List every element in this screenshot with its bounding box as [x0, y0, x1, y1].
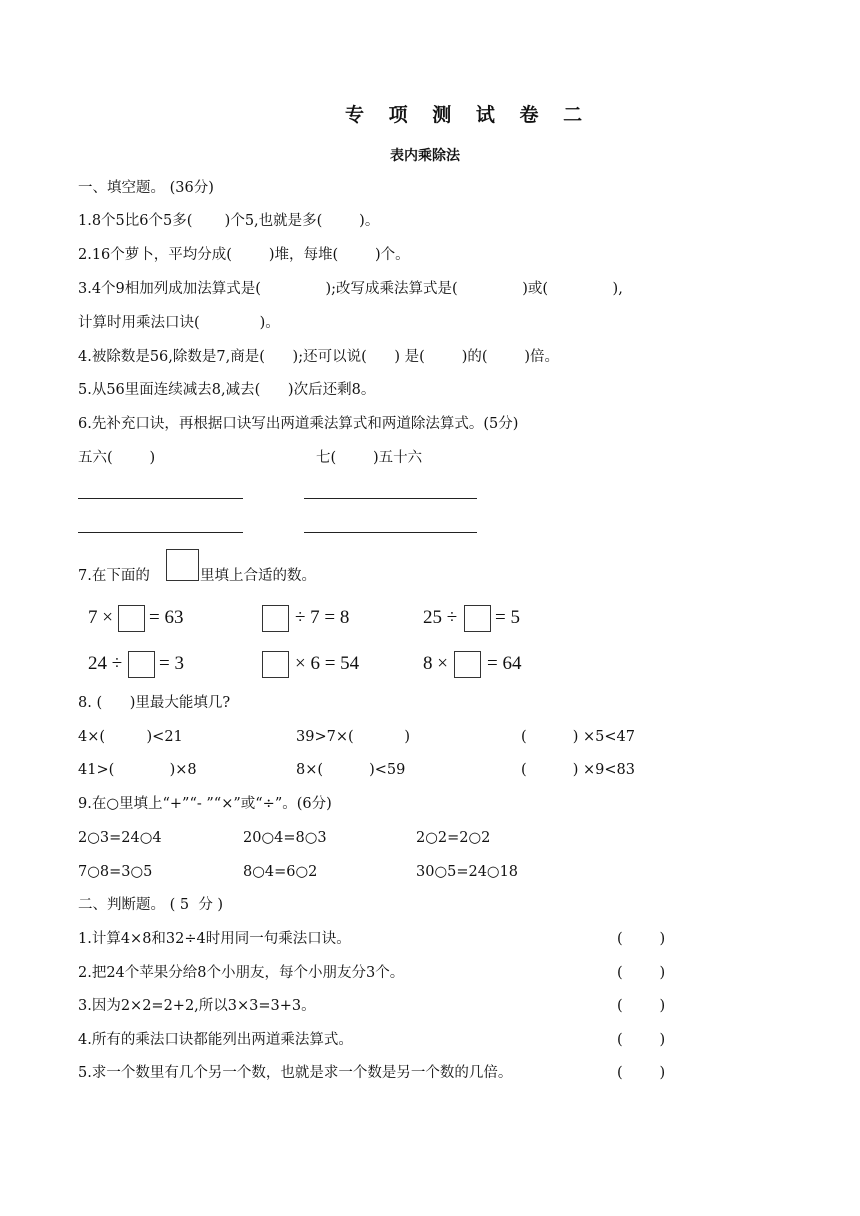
question-9-item: 2○3=24○4	[78, 830, 162, 846]
answer-line[interactable]	[78, 498, 243, 499]
section2-heading: 二、判断题。 ( 5 分 )	[78, 897, 224, 913]
equation-6-before: 8 ×	[423, 653, 448, 674]
answer-box[interactable]	[464, 605, 491, 632]
question-6-left-rhyme: 五六( )	[78, 450, 156, 466]
answer-box[interactable]	[454, 651, 481, 678]
question-3-line2: 计算时用乘法口诀( )。	[78, 315, 280, 331]
judgement-answer-bracket[interactable]: ( )	[617, 1032, 666, 1048]
answer-box[interactable]	[262, 605, 289, 632]
question-8-item: ( ) ×5<47	[521, 729, 635, 745]
answer-line[interactable]	[78, 532, 243, 533]
question-8-item: 4×( )<21	[78, 729, 183, 745]
question-8-item: 41>( )×8	[78, 762, 197, 778]
equation-5-after: × 6 = 54	[295, 653, 360, 674]
judgement-answer-bracket[interactable]: ( )	[617, 965, 666, 981]
question-6-right-rhyme: 七( )五十六	[316, 450, 423, 466]
equation-4-after: = 3	[159, 653, 184, 674]
question-3-line1: 3.4个9相加列成加法算式是( );改写成乘法算式是( )或( ),	[78, 281, 623, 297]
question-7-text-before: 7.在下面的	[78, 568, 150, 584]
question-6: 6.先补充口诀，再根据口诀写出两道乘法算式和两道除法算式。(5分)	[78, 416, 519, 432]
question-8-item: 8×( )<59	[296, 762, 406, 778]
question-9-item: 8○4=6○2	[243, 864, 318, 880]
question-1: 1.8个5比6个5多( )个5,也就是多( )。	[78, 213, 380, 229]
equation-3-before: 25 ÷	[423, 607, 458, 628]
equation-6-after: = 64	[487, 653, 522, 674]
judgement-item-5: 5.求一个数里有几个另一个数，也就是求一个数是另一个数的几倍。	[78, 1065, 513, 1081]
equation-3-after: = 5	[495, 607, 520, 628]
judgement-item-2: 2.把24个苹果分给8个小朋友，每个小朋友分3个。	[78, 965, 405, 981]
judgement-answer-bracket[interactable]: ( )	[617, 998, 666, 1014]
question-9-item: 20○4=8○3	[243, 830, 327, 846]
answer-box[interactable]	[128, 651, 155, 678]
judgement-answer-bracket[interactable]: ( )	[617, 931, 666, 947]
answer-line[interactable]	[304, 532, 477, 533]
answer-box[interactable]	[262, 651, 289, 678]
question-8: 8. ( )里最大能填几?	[78, 695, 231, 711]
judgement-answer-bracket[interactable]: ( )	[617, 1065, 666, 1081]
judgement-item-3: 3.因为2×2=2+2,所以3×3=3+3。	[78, 998, 316, 1014]
page-subtitle: 表内乘除法	[390, 148, 460, 164]
question-7-text-after: 里填上合适的数。	[200, 568, 316, 584]
question-9-item: 30○5=24○18	[416, 864, 519, 880]
equation-1-after: = 63	[149, 607, 184, 628]
judgement-item-1: 1.计算4×8和32÷4时用同一句乘法口诀。	[78, 931, 351, 947]
section1-heading: 一、填空题。 (36分)	[78, 180, 214, 196]
judgement-item-4: 4.所有的乘法口诀都能列出两道乘法算式。	[78, 1032, 353, 1048]
question-8-item: ( ) ×9<83	[521, 762, 635, 778]
question-9-item: 7○8=3○5	[78, 864, 153, 880]
equation-4-before: 24 ÷	[88, 653, 123, 674]
equation-1-before: 7 ×	[88, 607, 113, 628]
question-2: 2.16个萝卜，平均分成( )堆，每堆( )个。	[78, 247, 410, 263]
answer-box-sample	[166, 549, 199, 581]
page-title: 专 项 测 试 卷 二	[345, 104, 592, 126]
question-4: 4.被除数是56,除数是7,商是( );还可以说( ) 是( )的( )倍。	[78, 349, 560, 365]
answer-line[interactable]	[304, 498, 477, 499]
question-8-item: 39>7×( )	[296, 729, 410, 745]
question-9-item: 2○2=2○2	[416, 830, 491, 846]
equation-2-after: ÷ 7 = 8	[295, 607, 350, 628]
question-9: 9.在○里填上“+”“- ”“×”或“÷”。(6分)	[78, 796, 332, 812]
answer-box[interactable]	[118, 605, 145, 632]
question-5: 5.从56里面连续减去8,减去( )次后还剩8。	[78, 382, 376, 398]
